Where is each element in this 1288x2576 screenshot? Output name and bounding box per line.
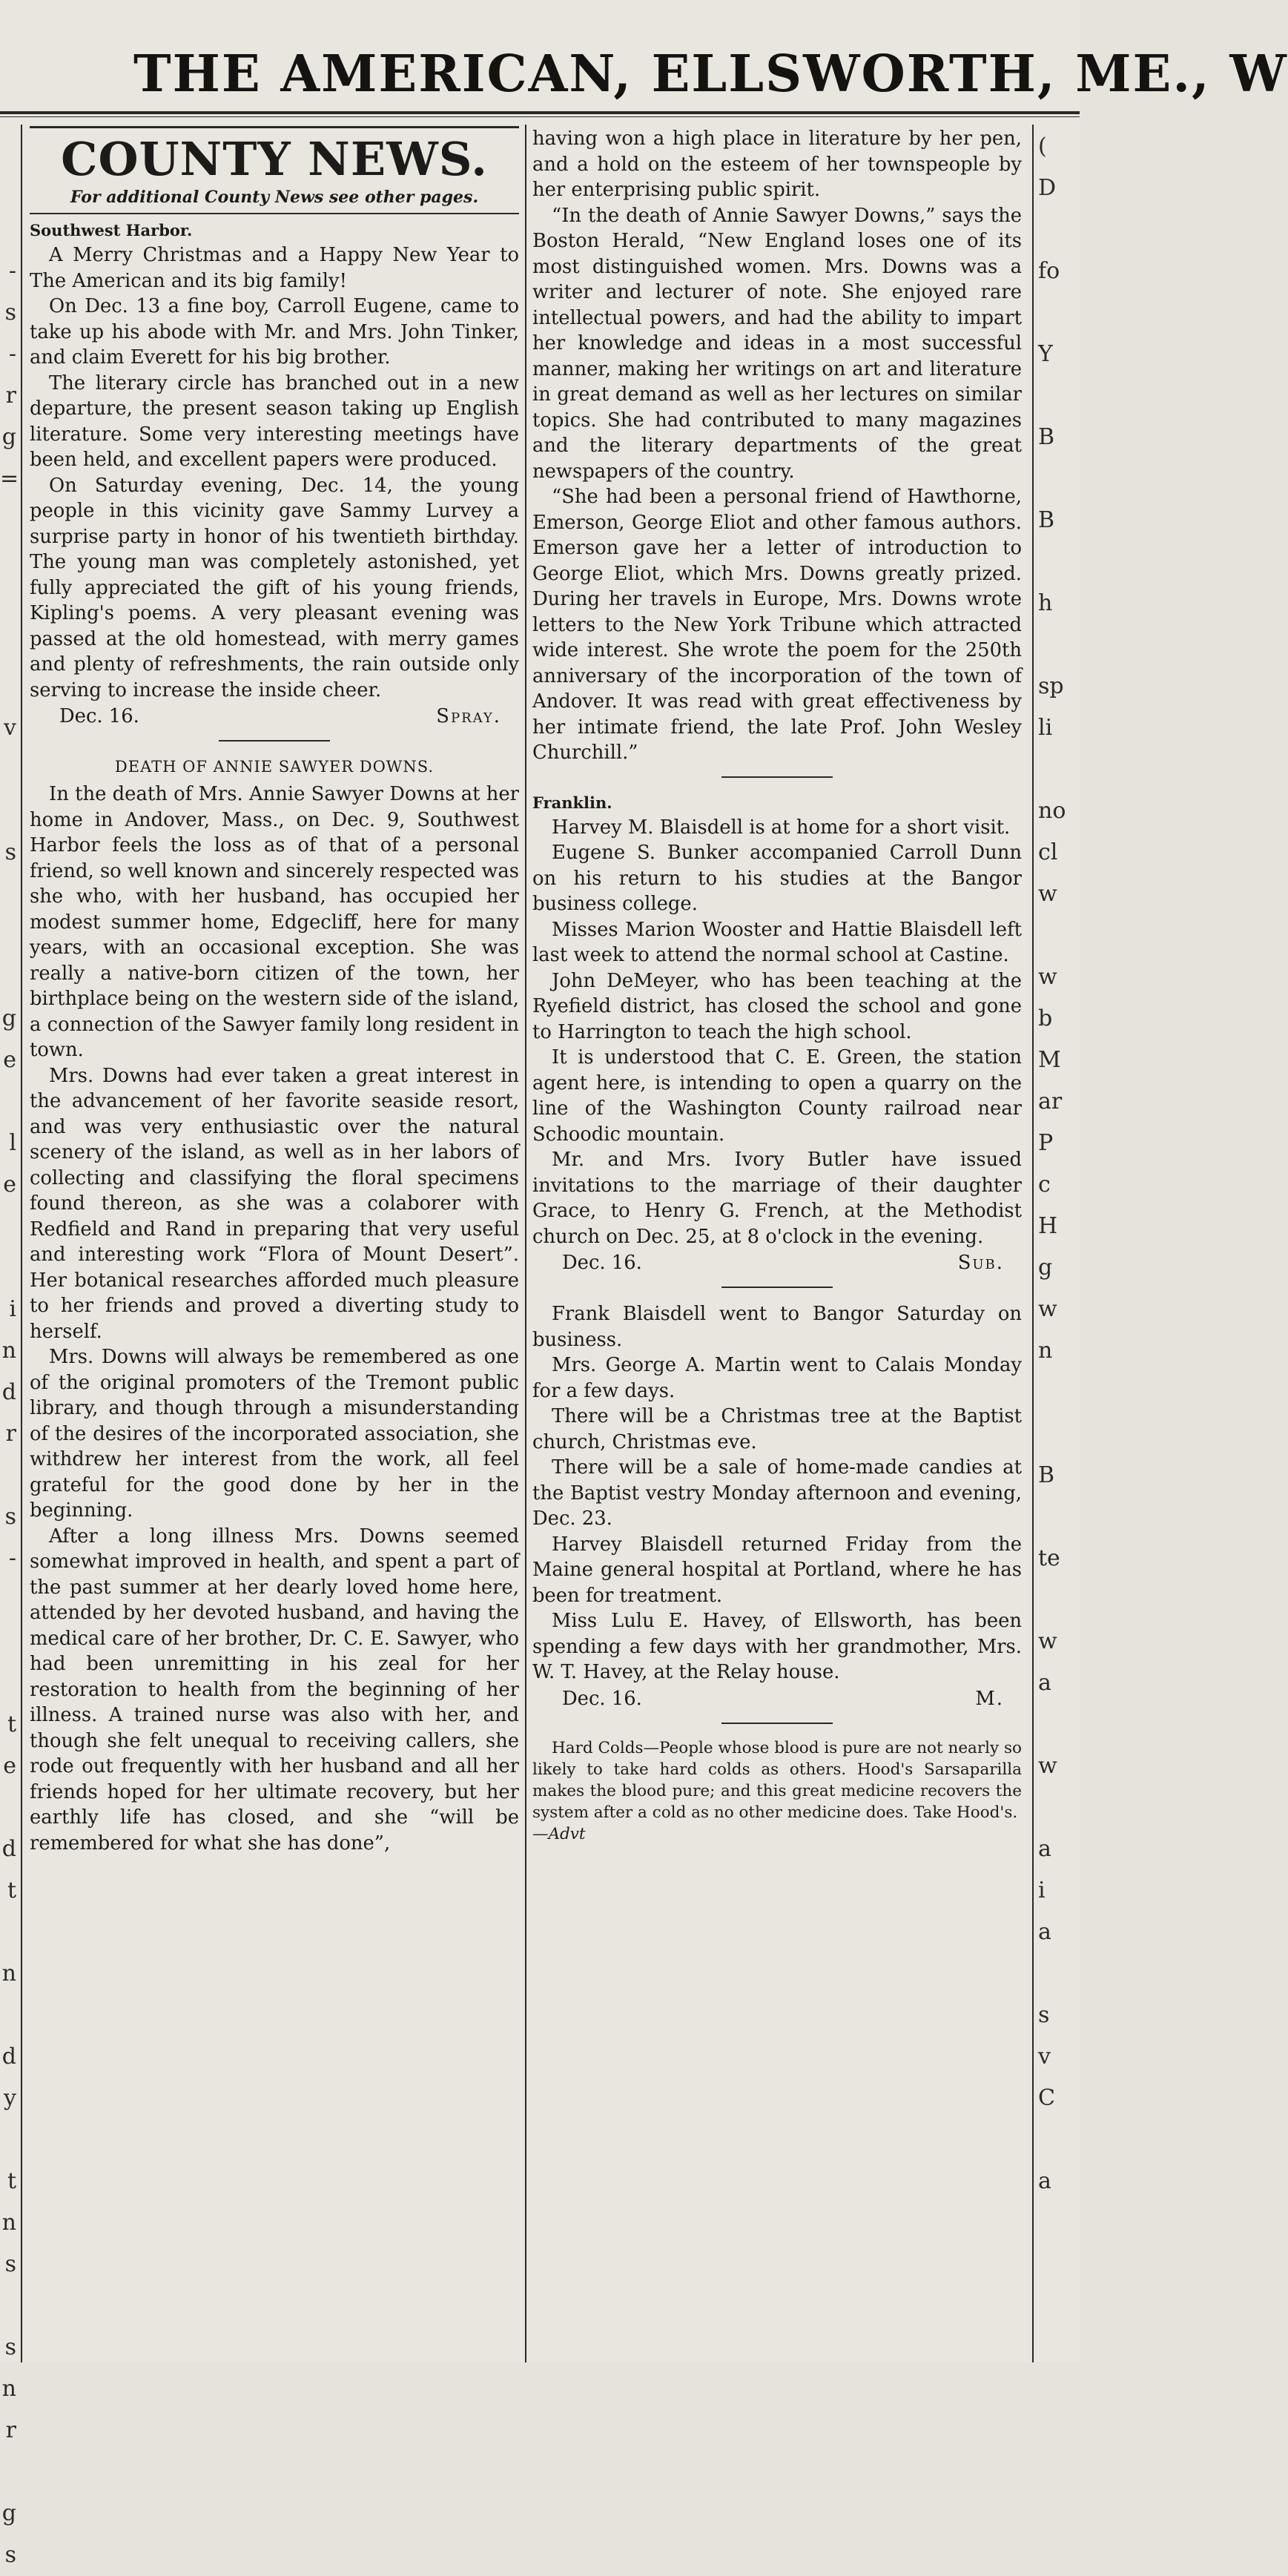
advertisement-tag: —Advt	[532, 1824, 586, 1843]
separator-rule	[721, 776, 833, 778]
edge-fragment: s	[4, 839, 16, 865]
edge-fragment: g	[1, 1005, 16, 1031]
edge-fragment	[0, 1787, 16, 1829]
edge-fragment: n	[1, 1961, 16, 1987]
edge-fragment	[0, 1579, 16, 1621]
edge-fragment	[0, 500, 16, 541]
dateline-signature	[532, 1685, 1022, 1712]
edge-fragment: d	[1, 1836, 16, 1862]
paragraph: “She had been a personal friend of Hawthorne, Emerson, George Eliot and other famous authors. Emerson gave her a letter of introduction to George Eliot, which Mrs. Downs greatly prized. During her travels in Europe, Mrs. Downs wrote letters to the New York Tribune which attracted wide interest. She wrote the poem for the 250th anniversary of the incorporation of the town of Andover. It was read with great effectiveness by her intimate friend, the late Prof. John Wesley Churchill.”	[532, 486, 1022, 764]
edge-fragment	[1038, 458, 1080, 500]
county-news-heading: COUNTY NEWS.	[61, 132, 488, 186]
edge-fragment: s	[4, 2542, 16, 2568]
edge-fragment: e	[3, 1753, 16, 1779]
dateline-signature	[30, 703, 519, 730]
signature: M.	[975, 1687, 1004, 1710]
edge-fragment: g	[1, 2500, 16, 2526]
edge-fragment	[1038, 375, 1080, 417]
edge-fragment	[0, 1455, 16, 1496]
paragraph: The literary circle has branched out in a new departure, the present season taking up English literature. Some very interesting meetings have been held, and excellent papers were produced.	[30, 371, 519, 471]
edge-fragment: -	[8, 258, 16, 284]
news-item: Mrs. George A. Martin went to Calais Monday for a few days.	[532, 1354, 1022, 1402]
edge-fragment: B	[1038, 424, 1055, 450]
edge-fragment	[1038, 541, 1080, 583]
signature: Spray.	[436, 705, 501, 727]
edge-fragment: n	[1, 2376, 16, 2402]
edge-fragment: H	[1038, 1213, 1058, 1239]
edge-fragment: r	[5, 383, 16, 409]
edge-fragment: fo	[1038, 258, 1060, 284]
edge-fragment	[0, 1247, 16, 1289]
edge-fragment: a	[1038, 2168, 1051, 2194]
edge-fragment: a	[1038, 1919, 1051, 1945]
edge-fragment: n	[1, 1338, 16, 1364]
edge-fragment: d	[1, 2044, 16, 2070]
edge-fragment: g	[1038, 1255, 1053, 1281]
edge-fragment: s	[4, 2334, 16, 2360]
edge-fragment	[0, 2451, 16, 2493]
edge-fragment	[0, 873, 16, 915]
edge-fragment	[0, 790, 16, 832]
edge-fragment	[1038, 1787, 1080, 1829]
edge-fragment: e	[3, 1047, 16, 1073]
right-edge-fragments	[1038, 126, 1080, 2202]
paragraph: On Dec. 13 a fine boy, Carroll Eugene, came to take up his abode with Mr. and Mrs. John Tinker, and claim Everett for his big brother.	[30, 295, 519, 369]
edge-fragment: s	[4, 300, 16, 326]
news-item: John DeMeyer, who has been teaching at the Ryefield district, has closed the school and gone to Harrington to teach the high school.	[532, 969, 1022, 1043]
edge-fragment: c	[1038, 1172, 1051, 1198]
edge-fragment	[1038, 292, 1080, 334]
separator-rule	[721, 1287, 833, 1288]
edge-fragment	[0, 915, 16, 957]
edge-fragment: d	[1, 1379, 16, 1405]
article-title-death-of-annie-sawyer-downs: DEATH OF ANNIE SAWYER DOWNS.	[114, 758, 435, 776]
edge-fragment: B	[1038, 1462, 1055, 1488]
edge-fragment: w	[1038, 1296, 1057, 1322]
edge-fragment: M	[1038, 1047, 1061, 1073]
edge-fragment: -	[8, 341, 16, 367]
edge-fragment	[0, 1662, 16, 1704]
edge-fragment: v	[1038, 2044, 1051, 2070]
edge-fragment	[1038, 1496, 1080, 1538]
masthead-rule-thin	[0, 116, 1080, 117]
separator-rule	[721, 1723, 833, 1724]
edge-fragment	[1038, 1704, 1080, 1746]
edge-fragment	[0, 1621, 16, 1662]
county-subheading-rule	[30, 213, 519, 214]
left-edge-fragments	[0, 126, 19, 2576]
edge-fragment: v	[4, 715, 16, 741]
edge-fragment: n	[1038, 1338, 1053, 1364]
news-item: Misses Marion Wooster and Hattie Blaisdell left last week to attend the normal school at Castine.	[532, 918, 1022, 966]
edge-fragment: b	[1038, 1005, 1053, 1031]
edge-fragment: cl	[1038, 839, 1058, 865]
edge-fragment: B	[1038, 507, 1055, 533]
news-item: Eugene S. Bunker accompanied Carroll Dunn on his return to his studies at the Bangor business college.	[532, 842, 1022, 915]
edge-fragment	[0, 749, 16, 790]
news-item: There will be a Christmas tree at the Baptist church, Christmas eve.	[532, 1405, 1022, 1453]
edge-fragment: n	[1, 2210, 16, 2236]
column-rule-left	[21, 125, 22, 2362]
paragraph: “In the death of Annie Sawyer Downs,” says the Boston Herald, “New England loses one of its most distinguished women. Mrs. Downs was a writer and lecturer of note. She enjoyed rare intellectual powers, and had the ability to impart her knowledge and ideas in a most successful manner, making her writings on art and literature in great demand as well as her lectures on similar topics. She had contributed to many magazines and the literary departments of the great newspapers of the country.	[532, 204, 1022, 483]
edge-fragment	[1038, 624, 1080, 666]
edge-fragment: e	[3, 1172, 16, 1198]
edge-fragment	[1038, 1953, 1080, 1995]
paragraph: A Merry Christmas and a Happy New Year to The American and its big family!	[30, 244, 519, 292]
edge-fragment: ar	[1038, 1089, 1063, 1114]
edge-fragment	[1038, 1413, 1080, 1455]
paragraph: having won a high place in literature by her pen, and a hold on the esteem of her townspeople by her enterprising public spirit.	[532, 128, 1022, 201]
edge-fragment	[0, 126, 16, 168]
news-item: Mr. and Mrs. Ivory Butler have issued invitations to the marriage of their daughter Grace, to Henry G. French, at the Methodist church on Dec. 25, at 8 o'clock in the evening.	[532, 1149, 1022, 1248]
edge-fragment	[0, 168, 16, 209]
edge-fragment: t	[7, 2168, 16, 2194]
news-item: There will be a sale of home-made candies at the Baptist vestry Monday afternoon and evening, Dec. 23.	[532, 1456, 1022, 1530]
edge-fragment	[0, 583, 16, 624]
edge-fragment	[1038, 749, 1080, 790]
edge-fragment: s	[4, 2251, 16, 2277]
town-heading-franklin: Franklin.	[532, 793, 612, 812]
edge-fragment: t	[7, 1711, 16, 1737]
edge-fragment: a	[1038, 1670, 1051, 1696]
edge-fragment: r	[5, 2417, 16, 2443]
dateline: Dec. 16.	[562, 1252, 642, 1274]
column-two	[532, 126, 1022, 1845]
news-item: Harvey M. Blaisdell is at home for a short visit.	[552, 816, 1011, 839]
edge-fragment: D	[1038, 175, 1057, 201]
edge-fragment	[0, 1995, 16, 2036]
edge-fragment: i	[1038, 1877, 1046, 1903]
dateline: Dec. 16.	[59, 705, 139, 727]
edge-fragment: l	[9, 1130, 16, 1156]
edge-fragment: C	[1038, 2085, 1055, 2111]
advertisement-text: Hard Colds—People whose blood is pure are not nearly so likely to take hard colds as others. Hood's Sarsaparilla makes the blood pure; and this great medicine recovers the system after a cold as no other medicine does. Take Hood's.	[532, 1738, 1022, 1822]
edge-fragment: -	[8, 1545, 16, 1571]
masthead-rule	[0, 111, 1080, 114]
masthead	[0, 0, 1288, 119]
edge-fragment	[0, 666, 16, 707]
edge-fragment: w	[1038, 1753, 1057, 1779]
news-item: Frank Blaisdell went to Bangor Saturday on business.	[532, 1303, 1022, 1351]
paragraph: In the death of Mrs. Annie Sawyer Downs at her home in Andover, Mass., on Dec. 9, Southwest Harbor feels the loss as of that of a personal friend, so well known and sincerely respected was she who, with her husband, has occupied her modest summer home, Edgecliff, here for many years, with an occasional exception. She was really a native-born citizen of the town, her birthplace being on the western side of the island, a connection of the Sawyer family long resident in town.	[30, 783, 519, 1061]
edge-fragment: h	[1038, 590, 1053, 616]
edge-fragment: (	[1038, 133, 1047, 159]
edge-fragment	[0, 209, 16, 251]
county-news-subheading: For additional County News see other pages.	[70, 188, 479, 207]
edge-fragment	[0, 2285, 16, 2327]
county-heading-rule	[30, 126, 519, 128]
edge-fragment: w	[1038, 881, 1057, 907]
edge-fragment: sp	[1038, 673, 1064, 699]
edge-fragment: t	[7, 1877, 16, 1903]
edge-fragment	[0, 1206, 16, 1247]
edge-fragment: P	[1038, 1130, 1054, 1156]
column-rule-right	[1032, 125, 1034, 2362]
edge-fragment: no	[1038, 798, 1066, 824]
edge-fragment	[0, 957, 16, 998]
edge-fragment: Y	[1038, 341, 1053, 367]
column-one	[30, 126, 519, 1856]
edge-fragment: te	[1038, 1545, 1060, 1571]
edge-fragment: r	[5, 1421, 16, 1447]
dateline: Dec. 16.	[562, 1687, 642, 1710]
dateline-signature	[532, 1249, 1022, 1276]
masthead-title: THE AMERICAN, ELLSWORTH, ME., W	[133, 44, 1288, 104]
edge-fragment: i	[9, 1296, 16, 1322]
edge-fragment	[1038, 1372, 1080, 1413]
edge-fragment	[1038, 209, 1080, 251]
edge-fragment: s	[1038, 2002, 1050, 2028]
edge-fragment	[0, 624, 16, 666]
town-heading-southwest-harbor: Southwest Harbor.	[30, 221, 193, 240]
paragraph: Mrs. Downs will always be remembered as one of the original promoters of the Tremont public library, and though through a misunderstanding of the desires of the incorporated association, she withdrew her interest from the work, all feel grateful for the good done by her in the beginning.	[30, 1346, 519, 1522]
news-item: Miss Lulu E. Havey, of Ellsworth, has been spending a few days with her grandmother, Mrs. W. T. Havey, at the Relay house.	[532, 1610, 1022, 1683]
signature: Sub.	[957, 1252, 1004, 1274]
edge-fragment: w	[1038, 964, 1057, 990]
edge-fragment	[0, 2119, 16, 2161]
edge-fragment	[0, 1081, 16, 1123]
edge-fragment	[0, 541, 16, 583]
paragraph: Mrs. Downs had ever taken a great interest in the advancement of her favorite seaside resort, and was very enthusiastic over the natural scenery of the island, as well as in her labors of collecting and classifying the floral specimens found thereon, as she was a colaborer with Redfield and Rand in preparing that very useful and interesting work “Flora of Mount Desert”. Her botanical researches afforded much pleasure to her friends and proved a diverting study to herself.	[30, 1064, 519, 1343]
edge-fragment	[0, 1912, 16, 1953]
paragraph: On Saturday evening, Dec. 14, the young people in this vicinity gave Sammy Lurvey a surprise party in honor of his twentieth birthday. The young man was completely astonished, yet fully appreciated the gift of his young friends, Kipling's poems. A very pleasant evening was passed at the old homestead, with merry games and plenty of refreshments, the rain outside only serving to increase the inside cheer.	[30, 474, 519, 701]
edge-fragment	[1038, 2119, 1080, 2161]
edge-fragment: g	[1, 424, 16, 450]
edge-fragment: s	[4, 1504, 16, 1530]
advertisement-hoods-sarsaparilla	[532, 1737, 1022, 1845]
edge-fragment: w	[1038, 1628, 1057, 1654]
edge-fragment: =	[0, 466, 19, 492]
paragraph: After a long illness Mrs. Downs seemed somewhat improved in health, and spent a part of the past summer at her dearly loved home here, attended by her devoted husband, and having the medical care of her brother, Dr. C. E. Sawyer, who had been unremitting in his zeal for her restoration to health from the beginning of her illness. A trained nurse was also with her, and though she felt unequal to receiving callers, she rode out frequently with her husband and all her friends hoped for her ultimate recovery, but her earthly life has closed, and she “will be remembered for what she has done”,	[30, 1525, 519, 1855]
edge-fragment	[1038, 915, 1080, 957]
separator-rule	[219, 740, 330, 742]
edge-fragment: li	[1038, 715, 1053, 741]
edge-fragment	[1038, 1579, 1080, 1621]
news-item: It is understood that C. E. Green, the station agent here, is intending to open a quarry on the line of the Washington County railroad near Schoodic mountain.	[532, 1046, 1022, 1146]
news-item: Harvey Blaisdell returned Friday from the Maine general hospital at Portland, where he has been for treatment.	[532, 1533, 1022, 1607]
edge-fragment: y	[4, 2085, 16, 2111]
column-rule-middle	[525, 125, 526, 2362]
edge-fragment: a	[1038, 1836, 1051, 1862]
